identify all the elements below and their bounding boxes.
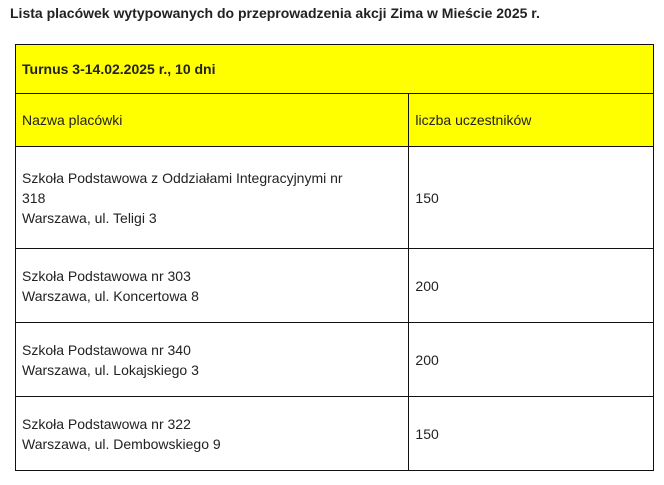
facility-name-line: Szkoła Podstawowa nr 322 [22, 415, 191, 432]
participant-count-cell: 150 [409, 147, 654, 249]
facility-name-cell [16, 249, 409, 323]
participant-count-cell: 200 [409, 323, 654, 397]
facility-address-line: Warszawa, ul. Koncertowa 8 [22, 287, 199, 304]
facility-name-cell [16, 397, 409, 471]
turnus-row [16, 45, 654, 94]
header-facility-name: Nazwa placówki [16, 94, 409, 147]
participant-count-cell: 200 [409, 249, 654, 323]
facility-name-cell [16, 323, 409, 397]
facility-address-line: Warszawa, ul. Lokajskiego 3 [22, 361, 199, 378]
participant-count-cell: 150 [409, 397, 654, 471]
table-row [16, 249, 654, 323]
facility-name-line: Szkoła Podstawowa nr 340 [22, 341, 191, 358]
facility-address-line: Warszawa, ul. Dembowskiego 9 [22, 435, 221, 452]
document-title: Lista placówek wytypowanych do przeprowadzenia akcji Zima w Mieście 2025 r. [10, 5, 540, 21]
table-row [16, 323, 654, 397]
facility-name-line: 318 [22, 189, 46, 206]
table-row [16, 397, 654, 471]
facility-name-cell [16, 147, 409, 249]
table-row [16, 147, 654, 249]
facility-address-line: Warszawa, ul. Teligi 3 [22, 209, 157, 226]
table-header-row [16, 94, 654, 147]
facility-name-line: Szkoła Podstawowa z Oddziałami Integracyjnymi nr [22, 169, 343, 186]
facility-name-line: Szkoła Podstawowa nr 303 [22, 267, 191, 284]
facility-table [15, 44, 654, 471]
turnus-cell: Turnus 3-14.02.2025 r., 10 dni [16, 45, 654, 94]
header-participant-count: liczba uczestników [409, 94, 654, 147]
